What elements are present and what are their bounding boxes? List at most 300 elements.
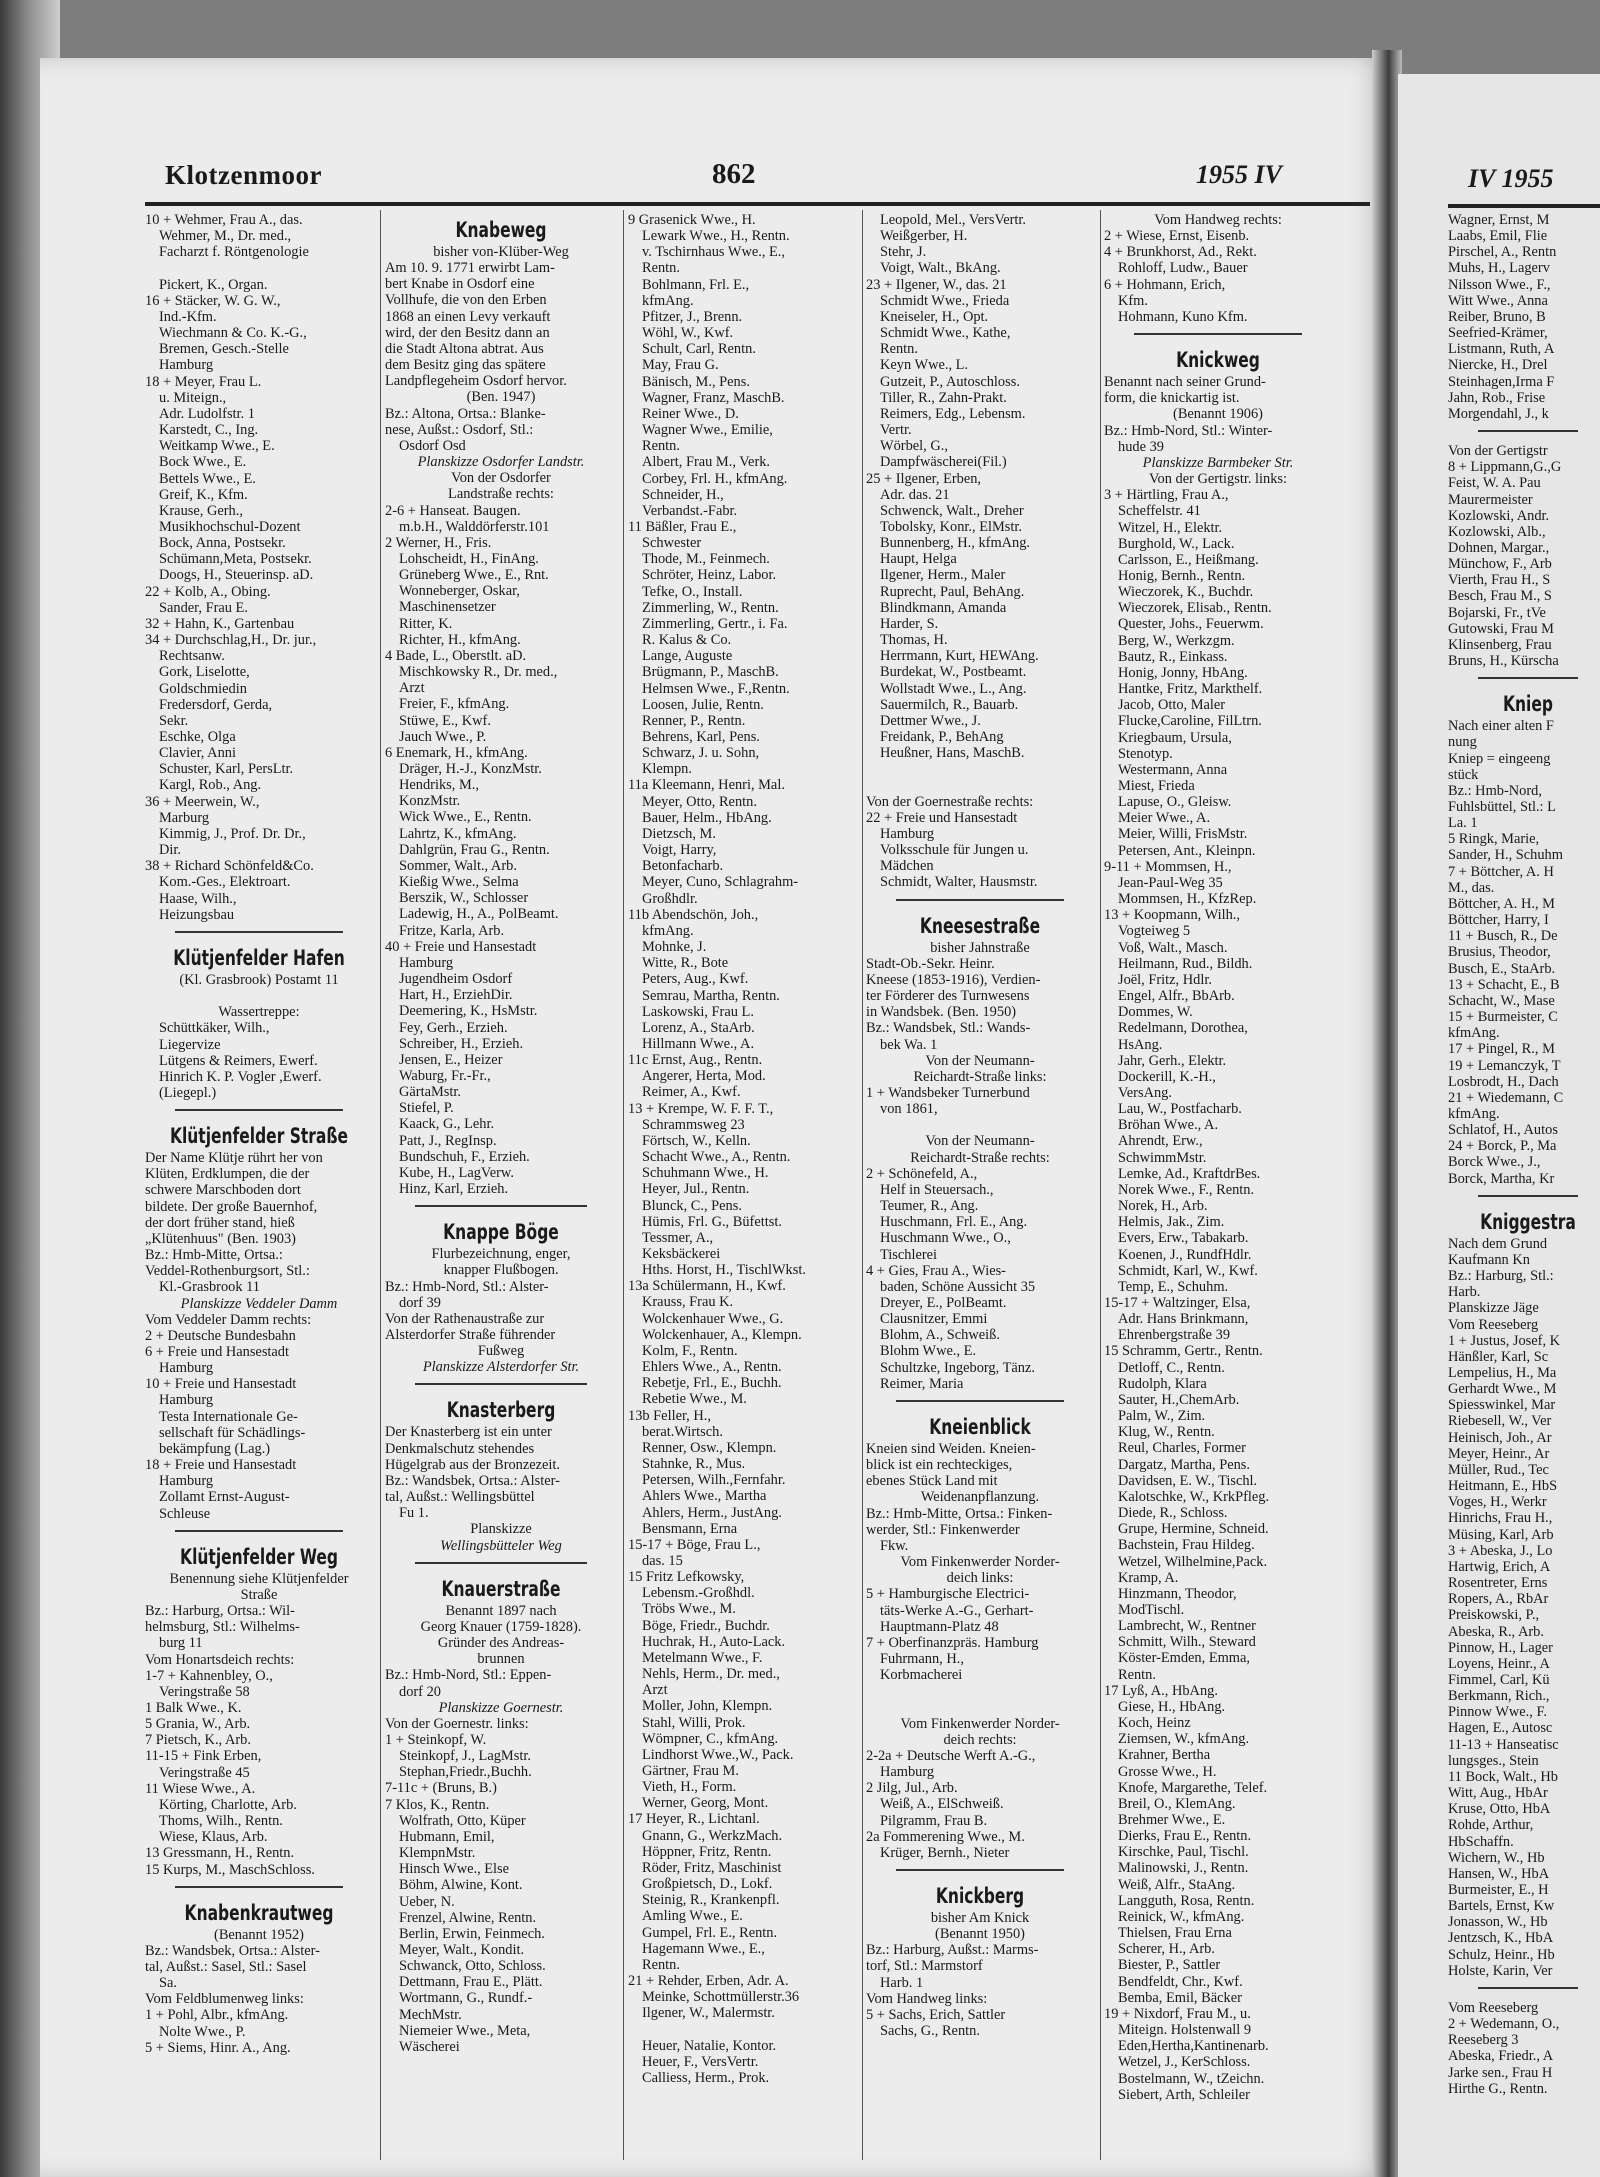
- entry-line: Knofe, Margarethe, Telef.: [1118, 1779, 1268, 1796]
- entry-line: 18 + Freie und Hansestadt: [145, 1457, 297, 1474]
- entry-line: Bunnenberg, H., kfmAng.: [880, 535, 1031, 552]
- entry-line: Abeska, R., Arb.: [1448, 1623, 1544, 1640]
- entry-line: Rentn.: [642, 438, 680, 455]
- entry-line: Bänisch, M., Pens.: [642, 373, 750, 390]
- entry-line: Krüger, Bernh., Nieter: [880, 1844, 1010, 1861]
- entry-line: Bz.: Wandsbek, Stl.: Wands-: [866, 1020, 1031, 1037]
- entry-line: Schacht, W., Mase: [1448, 992, 1555, 1009]
- entry-line: Heußner, Hans, MaschB.: [880, 745, 1025, 762]
- entry-line: 22 + Kolb, A., Obing.: [145, 583, 271, 600]
- entry-line: Bruns, H., Kürscha: [1448, 653, 1559, 670]
- entry-line: Heitmann, E., HbS: [1448, 1478, 1558, 1495]
- entry-line: Moller, John, Klempn.: [642, 1698, 773, 1715]
- entry-line: Deemering, K., HsMstr.: [399, 1003, 538, 1020]
- centered-note: Fußweg: [477, 1343, 525, 1360]
- entry-line: Nilsson Wwe., F.,: [1448, 276, 1551, 293]
- entry-line: Dommes, W.: [1118, 1004, 1193, 1021]
- entry-line: Blohm Wwe., E.: [880, 1343, 977, 1360]
- centered-note: Von der Osdorfer: [451, 470, 551, 487]
- entry-line: Bz.: Wandsbek, Ortsa.: Alster-: [385, 1472, 560, 1489]
- entry-line: Lahrtz, K., kfmAng.: [399, 825, 517, 842]
- entry-line: Jensen, E., Heizer: [399, 1051, 503, 1068]
- entry-line: form, die knickartig ist.: [1104, 390, 1240, 407]
- entry-line: Schmidt, Walter, Hausmstr.: [880, 874, 1038, 891]
- entry-line: Kneese (1853-1916), Verdien-: [866, 971, 1041, 988]
- entry-line: Hubmann, Emil,: [399, 1828, 495, 1845]
- entry-line: Böttcher, A. H., M: [1448, 895, 1555, 912]
- entry-line: Borck, Martha, Kr: [1448, 1170, 1555, 1187]
- entry-line: 24 + Borck, P., Ma: [1448, 1138, 1557, 1155]
- entry-line: VersAng.: [1118, 1084, 1172, 1101]
- entry-line: Dettmann, Frau E., Plätt.: [399, 1974, 543, 1991]
- entry-line: Verbandst.-Fabr.: [642, 502, 738, 519]
- centered-note: Georg Knauer (1759-1828).: [420, 1618, 582, 1635]
- entry-line: Dietzsch, M.: [642, 825, 716, 842]
- entry-line: Klempn.: [642, 761, 692, 778]
- entry-line: Sa.: [159, 1975, 177, 1992]
- entry-line: Haupt, Helga: [880, 551, 957, 568]
- entry-line: Bauer, Helm., HbAng.: [642, 809, 772, 826]
- entry-line: Lempelius, H., Ma: [1448, 1365, 1557, 1381]
- entry-line: Palm, W., Zim.: [1118, 1408, 1206, 1425]
- entry-line: Pilgramm, Frau B.: [880, 1812, 988, 1829]
- entry-line: Heinisch, Joh., Ar: [1448, 1429, 1552, 1446]
- entry-line: Keyn Wwe., L.: [880, 357, 969, 374]
- entry-line: Wetzel, J., KerSchloss.: [1118, 2054, 1251, 2071]
- entry-line: berat.Wirtsch.: [642, 1423, 723, 1440]
- entry-line: Engel, Alfr., BbArb.: [1118, 988, 1235, 1005]
- entry-line: Von der Rathenaustraße zur: [385, 1310, 545, 1327]
- directory-column-3: [628, 212, 856, 2162]
- entry-line: Bz.: Hmb-Nord,: [1448, 782, 1542, 799]
- entry-line: 2 Werner, H., Fris.: [385, 534, 492, 551]
- entry-line: 11 + Busch, R., De: [1448, 928, 1558, 945]
- entry-line: Gumpel, Frl. E., Rentn.: [642, 1924, 778, 1941]
- entry-line: 2 + Schönefeld, A.,: [866, 1165, 978, 1182]
- entry-line: Fuhlsbüttel, Stl.: L: [1448, 799, 1556, 815]
- entry-line: 1 + Pohl, Albr., kfmAng.: [145, 2007, 289, 2024]
- entry-line: 6 Enemark, H., kfmAng.: [385, 744, 528, 761]
- entry-line: Pinnow Wwe., F.: [1448, 1704, 1547, 1721]
- entry-line: Steinhagen,Irma F: [1448, 373, 1555, 390]
- entry-line: Huschmann, Frl. E., Ang.: [880, 1214, 1028, 1231]
- entry-line: Lambrecht, W., Rentner: [1118, 1618, 1256, 1635]
- entry-line: Calliess, Herm., Prok.: [642, 2069, 770, 2086]
- entry-line: Semrau, Martha, Rentn.: [642, 987, 780, 1004]
- entry-line: Berszik, W., Schlosser: [399, 890, 529, 907]
- entry-line: Großhdlr.: [642, 890, 698, 907]
- entry-line: Rebetie Wwe., M.: [642, 1391, 747, 1408]
- entry-line: Harder, S.: [880, 615, 939, 632]
- entry-line: Zollamt Ernst-August-: [159, 1489, 290, 1506]
- centered-note: (Benannt 1952): [214, 1926, 304, 1943]
- entry-line: Thielsen, Frau Erna: [1118, 1925, 1232, 1942]
- entry-line: Berg, W., Werkzgm.: [1118, 632, 1235, 649]
- entry-line: Thode, M., Feinmech.: [642, 551, 770, 568]
- centered-note: Reichardt-Straße rechts:: [910, 1149, 1050, 1166]
- entry-line: Rohloff, Ludw., Bauer: [1118, 260, 1248, 277]
- page-number: 862: [712, 158, 756, 190]
- entry-line: Wick Wwe., E., Rentn.: [399, 809, 532, 826]
- entry-line: 19 + Lemanczyk, T: [1448, 1057, 1561, 1074]
- entry-line: Loosen, Julie, Rentn.: [642, 696, 764, 713]
- entry-line: Von der Gertigstr: [1448, 443, 1548, 460]
- centered-note: bisher von-Klüber-Weg: [433, 244, 569, 260]
- entry-line: baden, Schöne Aussicht 35: [880, 1278, 1036, 1295]
- entry-line: Koenen, J., RundfHdlr.: [1118, 1246, 1252, 1263]
- entry-line: Gerhardt Wwe., M: [1448, 1381, 1557, 1398]
- directory-column-2: [385, 212, 617, 2162]
- entry-line: 17 Heyer, R., Lichtanl.: [628, 1811, 760, 1828]
- entry-line: 8 + Lippmann,G.,G: [1448, 459, 1562, 476]
- section-divider: [415, 1205, 587, 1210]
- entry-line: Hohmann, Kuno Kfm.: [1118, 308, 1248, 325]
- entry-line: Waburg, Fr.-Fr.,: [399, 1067, 491, 1084]
- entry-line: Feist, W. A. Pau: [1448, 475, 1541, 492]
- centered-note: Reichardt-Straße links:: [913, 1068, 1047, 1085]
- entry-line: Miteign. Holstenwall 9: [1118, 2022, 1252, 2039]
- entry-line: Fuhrmann, H.,: [880, 1650, 964, 1667]
- entry-line: Thomas, H.: [880, 632, 948, 649]
- entry-line: Hamburg: [159, 1392, 214, 1409]
- centered-note: Benannt 1897 nach: [445, 1602, 557, 1619]
- entry-line: Vom Feldblumenweg links:: [145, 1991, 304, 2008]
- entry-line: Jacob, Otto, Maler: [1118, 697, 1226, 714]
- entry-line: Rentn.: [642, 260, 680, 277]
- entry-line: Metelmann Wwe., F.: [642, 1649, 763, 1666]
- entry-line: GärtaMstr.: [399, 1084, 461, 1101]
- centered-note: Planskizze: [470, 1521, 532, 1538]
- entry-line: Witzel, H., Elektr.: [1118, 519, 1223, 536]
- entry-line: Gärtner, Frau M.: [642, 1763, 739, 1779]
- entry-line: Reiner Wwe., D.: [642, 405, 739, 422]
- entry-line: 2-2a + Deutsche Werft A.-G.,: [866, 1747, 1036, 1764]
- entry-line: Ziemsen, W., kfmAng.: [1118, 1731, 1250, 1748]
- entry-line: Bz.: Hmb-Nord, Stl.: Winter-: [1104, 422, 1273, 439]
- entry-line: Der Name Klütje rührt her von: [145, 1150, 323, 1167]
- centered-note: (Kl. Grasbrook) Postamt 11: [179, 971, 339, 988]
- entry-line: 7 Pietsch, K., Arb.: [145, 1732, 251, 1749]
- entry-line: KlempnMstr.: [399, 1845, 476, 1862]
- entry-line: in Wandsbek. (Ben. 1950): [866, 1004, 1017, 1021]
- entry-line: Lohscheidt, H., FinAng.: [399, 550, 539, 567]
- plan-reference: Planskizze Osdorfer Landstr.: [417, 454, 585, 471]
- entry-line: Wörbel, G.,: [880, 438, 948, 455]
- entry-line: Berkmann, Rich.,: [1448, 1688, 1550, 1705]
- entry-line: 5 + Sachs, Erich, Sattler: [866, 2006, 1006, 2023]
- entry-line: Vom Reeseberg: [1448, 1316, 1539, 1333]
- entry-line: Veringstraße 45: [159, 1764, 250, 1781]
- entry-line: stück: [1448, 766, 1479, 783]
- entry-line: Stahnke, R., Mus.: [642, 1456, 746, 1473]
- entry-line: Niercke, H., Drel: [1448, 357, 1548, 374]
- entry-line: 19 + Nixdorf, Frau M., u.: [1104, 2005, 1251, 2022]
- entry-line: 11-13 + Hanseatisc: [1448, 1736, 1559, 1753]
- entry-line: Rentn.: [642, 1956, 680, 1973]
- entry-line: Wolfrath, Otto, Küper: [399, 1812, 526, 1829]
- entry-line: Jean-Paul-Weg 35: [1118, 874, 1223, 891]
- entry-line: Burghold, W., Lack.: [1118, 535, 1235, 552]
- entry-line: Gutzeit, P., Autoschloss.: [880, 373, 1020, 390]
- year-label: 1955 IV: [1196, 160, 1282, 189]
- entry-line: Busch, E., StaArb.: [1448, 960, 1556, 977]
- entry-line: Bz.: Wandsbek, Ortsa.: Alster-: [145, 1942, 320, 1959]
- entry-line: Wollstadt Wwe., L., Ang.: [880, 680, 1027, 697]
- entry-line: [628, 2022, 856, 2038]
- entry-line: 2a Fommerening Wwe., M.: [866, 1828, 1025, 1845]
- entry-line: Hagen, E., Autosc: [1448, 1720, 1553, 1737]
- entry-line: bert Knabe in Osdorf eine: [385, 276, 535, 293]
- entry-line: Norek, H., Arb.: [1118, 1198, 1208, 1215]
- entry-line: u. Miteign.,: [159, 389, 227, 406]
- entry-line: Hths. Horst, H., TischlWkst.: [642, 1262, 806, 1279]
- entry-line: Hart, H., ErziehDir.: [399, 987, 513, 1004]
- centered-note: bisher Jahnstraße: [930, 939, 1030, 956]
- section-divider: [1134, 333, 1302, 338]
- entry-line: Kozlowski, Andr.: [1448, 507, 1550, 524]
- entry-line: Kriegbaum, Ursula,: [1118, 729, 1232, 746]
- section-divider: [175, 931, 343, 936]
- entry-line: Facharzt f. Röntgenologie: [159, 244, 309, 261]
- entry-line: Müller, Rud., Tec: [1448, 1461, 1549, 1478]
- entry-line: Wäscherei: [399, 2038, 460, 2055]
- entry-line: Meinke, Schottmüllerstr.36: [642, 1989, 800, 2006]
- entry-line: Reeseberg 3: [1448, 2032, 1519, 2049]
- entry-line: Renner, P., Rentn.: [642, 712, 746, 729]
- entry-line: Harb.: [1448, 1284, 1481, 1301]
- entry-line: Malinowski, J., Rentn.: [1118, 1860, 1249, 1877]
- entry-line: [145, 988, 373, 1004]
- entry-line: Bemba, Emil, Bäcker: [1118, 1989, 1242, 2006]
- entry-line: kfmAng.: [642, 292, 694, 309]
- entry-line: ModTischl.: [1118, 1601, 1185, 1618]
- entry-line: Sauermilch, R., Bauarb.: [880, 696, 1019, 713]
- entry-line: Hamburg: [159, 1473, 214, 1490]
- entry-line: Der Knasterberg ist ein unter: [385, 1424, 552, 1441]
- entry-line: Harb. 1: [880, 1974, 924, 1991]
- entry-line: 10 + Freie und Hansestadt: [145, 1376, 297, 1393]
- entry-line: Bz.: Harburg, Stl.:: [1448, 1268, 1554, 1285]
- entry-line: [866, 1683, 1094, 1699]
- entry-line: Greif, K., Kfm.: [159, 486, 248, 503]
- entry-line: Meyer, Walt., Kondit.: [399, 1942, 525, 1958]
- centered-note: Landstraße rechts:: [448, 486, 554, 503]
- entry-line: Bz.: Harburg, Außst.: Marms-: [866, 1942, 1039, 1959]
- entry-line: 38 + Richard Schönfeld&Co.: [145, 858, 314, 875]
- entry-line: „Klütenhuus" (Ben. 1903): [145, 1230, 296, 1247]
- entry-line: Dettmer Wwe., J.: [880, 712, 981, 729]
- entry-line: Reimer, Maria: [880, 1375, 964, 1392]
- entry-line: Ropers, A., RbAr: [1448, 1591, 1549, 1608]
- entry-line: Corbey, Frl. H., kfmAng.: [642, 470, 788, 487]
- entry-line: Tobolsky, Konr., ElMstr.: [880, 518, 1022, 535]
- entry-line: Wöhl, W., Kwf.: [642, 325, 734, 342]
- entry-line: Liegervize: [159, 1036, 221, 1053]
- entry-line: Röder, Fritz, Maschinist: [642, 1859, 782, 1876]
- street-heading: Knauerstraße: [441, 1576, 561, 1601]
- entry-line: Meyer, Cuno, Schlagrahm-: [642, 874, 799, 891]
- entry-line: 21 + Rehder, Erben, Adr. A.: [628, 1973, 789, 1990]
- entry-line: Voß, Walt., Masch.: [1118, 939, 1228, 956]
- entry-line: Doogs, H., Steuerinsp. aD.: [159, 567, 314, 584]
- entry-line: 3 + Härtling, Frau A.,: [1104, 487, 1229, 504]
- section-divider: [1478, 677, 1578, 682]
- entry-line: Bz.: Harburg, Ortsa.: Wil-: [145, 1603, 295, 1620]
- entry-line: 1 + Steinkopf, W.: [385, 1731, 487, 1748]
- entry-line: 25 + Ilgener, Erben,: [866, 470, 982, 487]
- entry-line: Ehrenbergstraße 39: [1118, 1327, 1231, 1344]
- entry-line: Schwanck, Otto, Schloss.: [399, 1958, 546, 1975]
- entry-line: Pirschel, A., Rentn: [1448, 244, 1557, 261]
- centered-note: brunnen: [477, 1651, 525, 1668]
- entry-line: 10 + Wehmer, Frau A., das.: [145, 212, 303, 228]
- entry-line: SchwimmMstr.: [1118, 1149, 1207, 1166]
- entry-line: 7-11c + (Bruns, B.): [385, 1780, 497, 1797]
- entry-line: [866, 1699, 1094, 1715]
- directory-column-1: [145, 212, 373, 2162]
- entry-line: Behrens, Karl, Pens.: [642, 729, 760, 745]
- entry-line: Hamburg: [880, 1764, 935, 1781]
- entry-line: Rohde, Arthur,: [1448, 1817, 1534, 1834]
- entry-line: Veddel-Rothenburgsort, Stl.:: [145, 1263, 310, 1280]
- entry-line: Schleuse: [159, 1505, 211, 1522]
- entry-line: [866, 777, 1094, 793]
- entry-line: Dir.: [159, 842, 181, 859]
- entry-line: Tischlerei: [880, 1246, 938, 1263]
- street-heading: Knappe Böge: [443, 1220, 559, 1245]
- centered-note: deich links:: [946, 1570, 1014, 1587]
- entry-line: Ladewig, H., A., PolBeamt.: [399, 906, 559, 923]
- entry-line: Helmsen Wwe., F.,Rentn.: [642, 680, 790, 697]
- entry-line: Fu 1.: [399, 1505, 429, 1522]
- entry-line: Marburg: [159, 809, 210, 826]
- entry-line: von 1861,: [880, 1101, 938, 1118]
- entry-line: Honig, Jonny, HbAng.: [1118, 664, 1248, 681]
- entry-line: Quester, Johs., Feuerwm.: [1118, 616, 1264, 633]
- section-divider: [896, 1400, 1064, 1405]
- entry-line: Am 10. 9. 1771 erwirbt Lam-: [385, 260, 555, 277]
- entry-line: Helmis, Jak., Zim.: [1118, 1214, 1225, 1231]
- entry-line: lungsges., Stein: [1448, 1752, 1539, 1769]
- entry-line: Hänßler, Karl, Sc: [1448, 1348, 1549, 1365]
- entry-line: Dampfwäscherei(Fil.): [880, 454, 1007, 471]
- entry-line: Stenotyp.: [1118, 745, 1173, 762]
- entry-line: Angerer, Herta, Mod.: [642, 1068, 766, 1085]
- entry-line: Rosentreter, Erns: [1448, 1575, 1548, 1592]
- entry-line: Köster-Emden, Emma,: [1118, 1650, 1250, 1667]
- entry-line: Patt, J., RegInsp.: [399, 1132, 497, 1149]
- entry-line: Ind.-Kfm.: [159, 308, 217, 325]
- entry-line: Hansen, W., HbA: [1448, 1865, 1550, 1882]
- entry-line: Rudolph, Klara: [1118, 1375, 1207, 1392]
- entry-line: Muhs, H., Lagerv: [1448, 260, 1550, 277]
- entry-line: bildete. Der große Bauernhof,: [145, 1198, 318, 1215]
- entry-line: dorf 20: [399, 1683, 441, 1700]
- entry-line: Lapuse, O., Gleisw.: [1118, 794, 1232, 811]
- entry-line: Rebetje, Frl., E., Buchh.: [642, 1375, 782, 1392]
- entry-line: ebenes Stück Land mit: [866, 1473, 998, 1490]
- centered-note: (Benannt 1950): [935, 1926, 1025, 1943]
- entry-line: burg 11: [159, 1635, 203, 1652]
- entry-line: 13b Feller, H.,: [628, 1407, 711, 1424]
- entry-line: 11c Ernst, Aug., Rentn.: [628, 1052, 763, 1069]
- entry-line: Davidsen, E. W., Tischl.: [1118, 1472, 1258, 1489]
- entry-line: Bendfeldt, Chr., Kwf.: [1118, 1973, 1243, 1990]
- directory-column-5: [1104, 212, 1332, 2162]
- entry-line: Kargl, Rob., Ang.: [159, 777, 262, 794]
- entry-line: Wortmann, G., Rundf.-: [399, 1990, 533, 2007]
- entry-line: Rechtsanw.: [159, 648, 225, 665]
- entry-line: Reimers, Edg., Lebensm.: [880, 405, 1026, 422]
- entry-line: Meyer, Heinr., Ar: [1448, 1445, 1550, 1462]
- centered-note: Von der Neumann-: [925, 1133, 1035, 1150]
- entry-line: 1868 an einen Levy verkauft: [385, 308, 551, 325]
- entry-line: Arzt: [399, 680, 425, 697]
- entry-line: Jonasson, W., Hb: [1448, 1914, 1548, 1931]
- entry-line: helmsburg, Stl.: Wilhelms-: [145, 1619, 300, 1636]
- entry-line: Mädchen: [880, 858, 934, 875]
- street-heading: Knickberg: [935, 1884, 1025, 1908]
- entry-line: Bohlmann, Frl. E.,: [642, 276, 750, 293]
- entry-line: 18 + Meyer, Frau L.: [145, 373, 262, 390]
- entry-line: Tefke, O., Install.: [642, 583, 743, 600]
- entry-line: Hümis, Frl. G., Büfettst.: [642, 1213, 782, 1230]
- entry-line: Meier Wwe., A.: [1118, 810, 1211, 827]
- entry-line: wird, der den Besitz dann an: [385, 324, 550, 341]
- entry-line: Schwenck, Walt., Dreher: [880, 502, 1024, 519]
- entry-line: Heilmann, Rud., Bildh.: [1118, 955, 1253, 972]
- centered-note: Vom Finkenwerder Norder-: [900, 1715, 1060, 1732]
- entry-line: Münchow, F., Arb: [1448, 556, 1552, 573]
- entry-line: Lemke, Ad., KraftdrBes.: [1118, 1165, 1261, 1182]
- entry-line: Bröhan Wwe., A.: [1118, 1117, 1219, 1134]
- centered-note: Vom Handweg rechts:: [1154, 212, 1282, 228]
- entry-line: Lewark Wwe., H., Rentn.: [642, 228, 790, 245]
- entry-line: 32 + Hahn, K., Gartenbau: [145, 615, 295, 632]
- header-rule: [145, 202, 1370, 206]
- entry-line: Schlatof, H., Autos: [1448, 1122, 1558, 1139]
- entry-line: Hauptmann-Platz 48: [880, 1618, 999, 1635]
- entry-line: Kl.-Grasbrook 11: [159, 1279, 260, 1296]
- entry-line: Werner, Georg, Mont.: [642, 1795, 769, 1812]
- entry-line: 13 + Koopmann, Wilh.,: [1104, 907, 1240, 924]
- entry-line: May, Frau G.: [642, 357, 719, 374]
- entry-line: 11 Wiese Wwe., A.: [145, 1780, 256, 1797]
- entry-line: werder, Stl.: Finkenwerder: [866, 1521, 1020, 1538]
- entry-line: 11-15 + Fink Erben,: [145, 1748, 262, 1765]
- entry-line: Zimmerling, Gertr., i. Fa.: [642, 615, 788, 632]
- entry-line: 11a Kleemann, Henri, Mal.: [628, 777, 785, 794]
- entry-line: Lorenz, A., StaArb.: [642, 1019, 755, 1036]
- entry-line: Tessmer, A.,: [642, 1229, 714, 1246]
- entry-line: Brehmer Wwe., E.: [1118, 1812, 1226, 1828]
- street-heading: Kneienblick: [929, 1414, 1031, 1439]
- entry-line: Wiese, Klaus, Arb.: [159, 1829, 268, 1846]
- entry-line: 13 Gressmann, H., Rentn.: [145, 1845, 295, 1862]
- entry-line: Wolckenhauer Wwe., G.: [642, 1310, 784, 1327]
- entry-line: Ueber, N.: [399, 1893, 455, 1910]
- entry-line: bekämpfung (Lag.): [159, 1440, 271, 1457]
- entry-line: 5 + Siems, Hinr. A., Ang.: [145, 2039, 291, 2056]
- entry-line: Nolte Wwe., P.: [159, 2023, 246, 2040]
- entry-line: Dreyer, E., PolBeamt.: [880, 1295, 1007, 1311]
- entry-line: Klinsenberg, Frau: [1448, 636, 1552, 653]
- entry-line: Schultzke, Ingeborg, Tänz.: [880, 1359, 1035, 1376]
- entry-line: Kimmig, J., Prof. Dr. Dr.,: [159, 825, 306, 842]
- entry-line: Karstedt, C., Ing.: [159, 422, 259, 439]
- entry-line: Ritter, K.: [399, 615, 453, 632]
- entry-line: 4 Bade, L., Oberstlt. aD.: [385, 647, 527, 664]
